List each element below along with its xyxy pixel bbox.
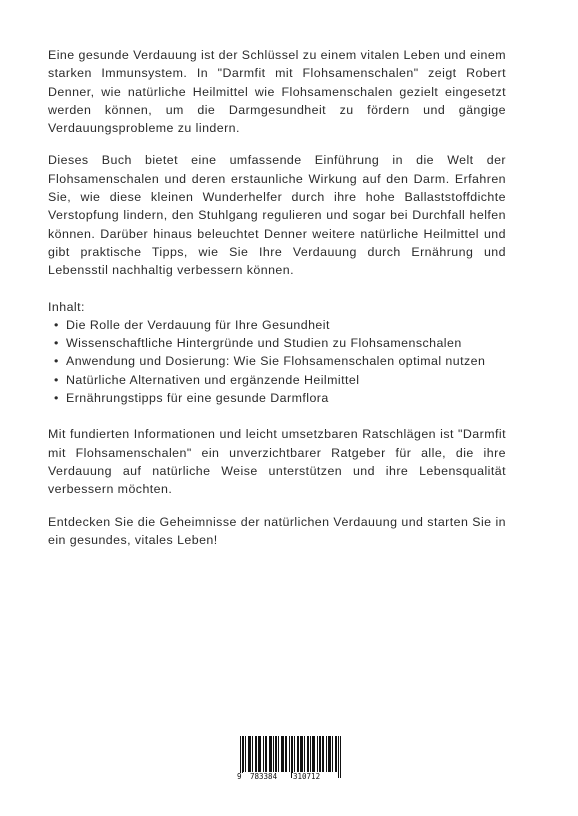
contents-list [48,316,506,407]
contents-item: • Die Rolle der Verdauung für Ihre Gesundheit [48,316,506,334]
closing-paragraph: Entdecken Sie die Geheimnisse der natürlichen Verdauung und starten Sie in ein gesundes, vitales Leben! [48,514,506,547]
contents-item: • Natürliche Alternativen und ergänzende Heilmittel [48,371,506,389]
summary-paragraph: Mit fundierten Informationen und leicht umsetzbaren Ratschlägen ist "Darmfit mit Flohsamenschalen" ein unverzichtbarer Ratgeber für alle, die ihre Verdauung auf natürliche Weise unterstützen und ihre Lebensqualität verbessern möchten. [48,427,506,497]
isbn-barcode [236,736,344,782]
description-paragraph: Dieses Buch bietet eine umfassende Einführung in die Welt der Flohsamenschalen und deren erstaunliche Wirkung auf den Darm. Erfahren Sie, wie diese kleinen Wunderhelfer durch ihre hohe Ballaststoffdichte Verstopfung lindern, den Stuhlgang regulieren und sogar bei Durchfall helfen können. Darüber hinaus beleuchtet Denner weitere natürliche Heilmittel und gibt praktische Tipps, wie Sie Ihre Verdauung durch Ernährung und Lebensstil nachhaltig verbessern können. [48,153,506,278]
contents-item: • Ernährungstipps für eine gesunde Darmflora [48,389,506,407]
intro-paragraph: Eine gesunde Verdauung ist der Schlüssel zu einem vitalen Leben und einem starken Immunsystem. In "Darmfit mit Flohsamenschalen" zeigt Robert Denner, wie natürliche Heilmittel wie Flohsamenschalen gezielt eingesetzt werden können, um die Darmgesundheit zu fördern und gängige Verdauungsprobleme zu lindern. [48,48,506,136]
contents-heading: Inhalt: [48,299,85,314]
contents-item: • Anwendung und Dosierung: Wie Sie Flohsamenschalen optimal nutzen [48,352,506,370]
back-cover-text [48,46,506,563]
barcode-left-digits: 783384 [250,772,278,781]
barcode-lead-digit: 9 [237,772,242,781]
barcode-right-digits: 310712 [293,772,321,781]
contents-item: • Wissenschaftliche Hintergründe und Studien zu Flohsamenschalen [48,334,506,352]
